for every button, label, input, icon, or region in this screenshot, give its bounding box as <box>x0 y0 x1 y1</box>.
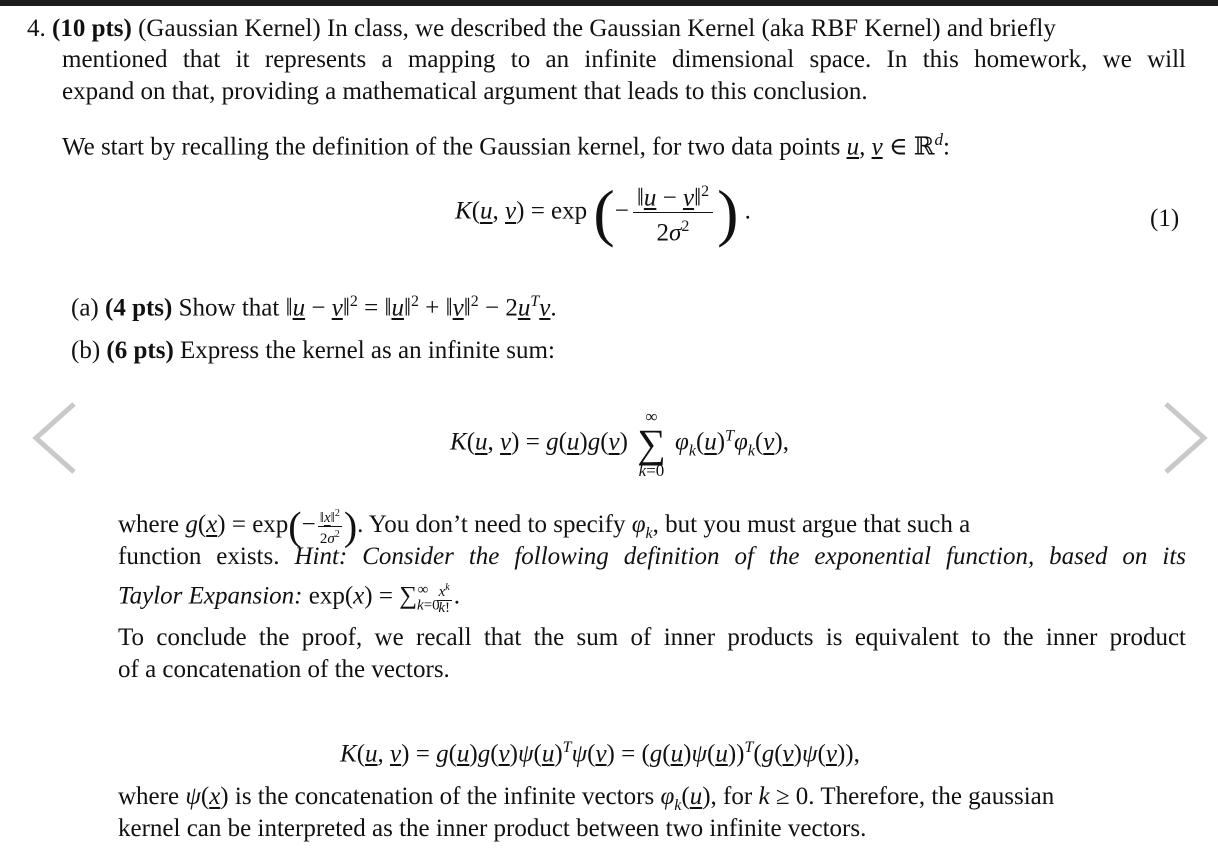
recall-line: We start by recalling the definition of the Gaussian kernel, for two data points u, v ∈ ℝ$^d$: <box>62 130 950 161</box>
problem-heading: 4. (10 pts) (Gaussian Kernel) In class, we described the Gaussian Kernel (aka RBF Kernel) and briefly <box>27 15 1056 42</box>
equation-1-number: (1) <box>1150 205 1180 232</box>
part-a: (a) (4 pts) Show that ‖u − v‖$^2$ = ‖u‖$^2$ + ‖v‖$^2$ − $2u^Tv$. <box>71 293 557 322</box>
conclude-line-2: of a concatenation of the vectors. <box>118 656 450 683</box>
equation-final: K(u, $v) = g(u)g(v)\psi(u)^T\psi(v) = (g(u)\psi(u))^T(g(v)\psi(v))$, <box>340 739 860 768</box>
hint-line: function exists. Hint: Consider the following definition of the exponential function, based on its <box>118 543 1187 570</box>
where-g-line: where g(x) = exp(− $\frac{‖x‖^2}{2\sigma^2}$ ). You don’t need to specify $\varphi_k$, but you must argue that such a <box>118 503 971 549</box>
top-bar <box>0 0 1218 6</box>
chevron-left-icon[interactable] <box>22 398 102 478</box>
equation-1: K(u, v) = exp (− $\frac{‖u - v‖^2}{2\sigma^2}$ ) . <box>455 176 751 248</box>
final-where-line: where ψ(x) is the concatenation of the infinite vectors $\varphi_k(u)$, for k ≥ 0. Therefore, the gaussian <box>118 783 1055 814</box>
taylor-line: Taylor Expansion: $\exp(x) = \sum_{k=0}^\infty$ $\frac{x^k}{k!}$ . <box>118 581 460 616</box>
part-b: (b) (6 pts) Express the kernel as an infinite sum: <box>71 337 555 364</box>
intro-line-2: mentioned that it represents a mapping to an infinite dimensional space. In this homework, we will <box>62 46 1186 73</box>
chevron-right-icon[interactable] <box>1138 398 1218 478</box>
equation-sum: K(u, v) = g(u)g(v) ∞ ∑ k=0 $\varphi_k(u)^T\varphi_k(v)$, <box>450 407 789 480</box>
final-line-2: kernel can be interpreted as the inner product between two infinite vectors. <box>118 815 867 842</box>
intro-line-3: expand on that, providing a mathematical argument that leads to this conclusion. <box>62 78 868 105</box>
conclude-line-1: To conclude the proof, we recall that the sum of inner products is equivalent to the inner product <box>118 624 1186 651</box>
